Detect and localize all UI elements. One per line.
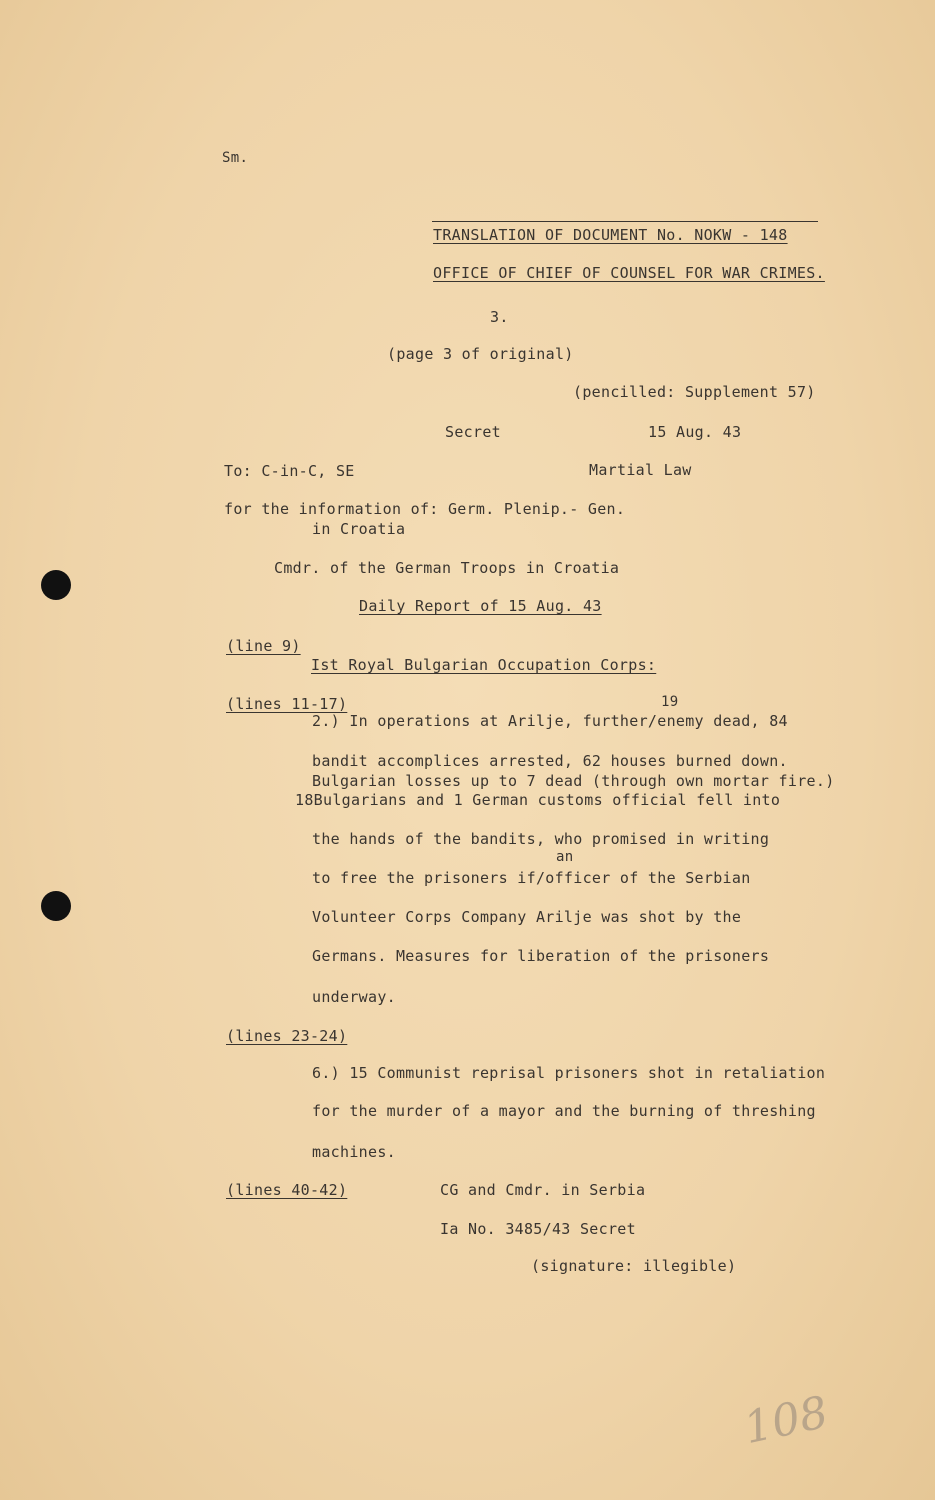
para2-line: underway. (312, 988, 396, 1006)
signature-line: (signature: illegible) (531, 1257, 737, 1275)
info-line-2: in Croatia (312, 520, 406, 538)
para6-line: 6.) 15 Communist reprisal prisoners shot in retaliation (312, 1064, 826, 1082)
to-line: To: C-in-C, SE (224, 462, 355, 480)
translation-line: TRANSLATION OF DOCUMENT No. NOKW - 148 (433, 226, 788, 244)
report-title: Daily Report of 15 Aug. 43 (359, 597, 602, 615)
punch-hole (41, 570, 71, 600)
pencilled-note: (pencilled: Supplement 57) (573, 383, 816, 401)
cg-line: CG and Cmdr. in Serbia (440, 1181, 646, 1199)
para2-line: 2.) In operations at Arilje, further/enemy dead, 84 (312, 712, 788, 730)
para2-line: the hands of the bandits, who promised in writing (312, 830, 770, 848)
page-of-original: (page 3 of original) (387, 345, 574, 363)
lines23-24-ref: (lines 23-24) (226, 1027, 348, 1045)
initials: Sm. (222, 150, 249, 166)
para6-line: for the murder of a mayor and the burning of threshing (312, 1102, 816, 1120)
page-number: 3. (490, 308, 509, 326)
lines11-17-ref: (lines 11-17) (226, 695, 348, 713)
lines40-42-ref: (lines 40-42) (226, 1181, 348, 1199)
para2-line: Germans. Measures for liberation of the prisoners (312, 947, 770, 965)
classification: Secret (445, 423, 501, 441)
line9-ref: (line 9) (226, 637, 301, 655)
para2-line: 18Bulgarians and 1 German customs official fell into (295, 791, 781, 809)
pencil-page-number: 108 (739, 1386, 833, 1455)
top-rule (432, 221, 818, 222)
insert-19: 19 (661, 694, 679, 710)
punch-hole (41, 891, 71, 921)
para2-line: Bulgarian losses up to 7 dead (through own mortar fire.) (312, 772, 835, 790)
office-line: OFFICE OF CHIEF OF COUNSEL FOR WAR CRIMES. (433, 264, 825, 282)
corps-heading: Ist Royal Bulgarian Occupation Corps: (311, 656, 657, 674)
report-date: 15 Aug. 43 (648, 423, 742, 441)
para2-line: to free the prisoners if/officer of the Serbian (312, 869, 751, 887)
cmdr-line: Cmdr. of the German Troops in Croatia (274, 559, 620, 577)
insert-an: an (556, 849, 574, 865)
para6-line: machines. (312, 1143, 396, 1161)
para2-line: bandit accomplices arrested, 62 houses burned down. (312, 752, 788, 770)
para2-line: Volunteer Corps Company Arilje was shot by the (312, 908, 742, 926)
info-line-1: for the information of: Germ. Plenip.- Gen. (224, 500, 626, 518)
ia-line: Ia No. 3485/43 Secret (440, 1220, 636, 1238)
martial-law: Martial Law (589, 461, 692, 479)
